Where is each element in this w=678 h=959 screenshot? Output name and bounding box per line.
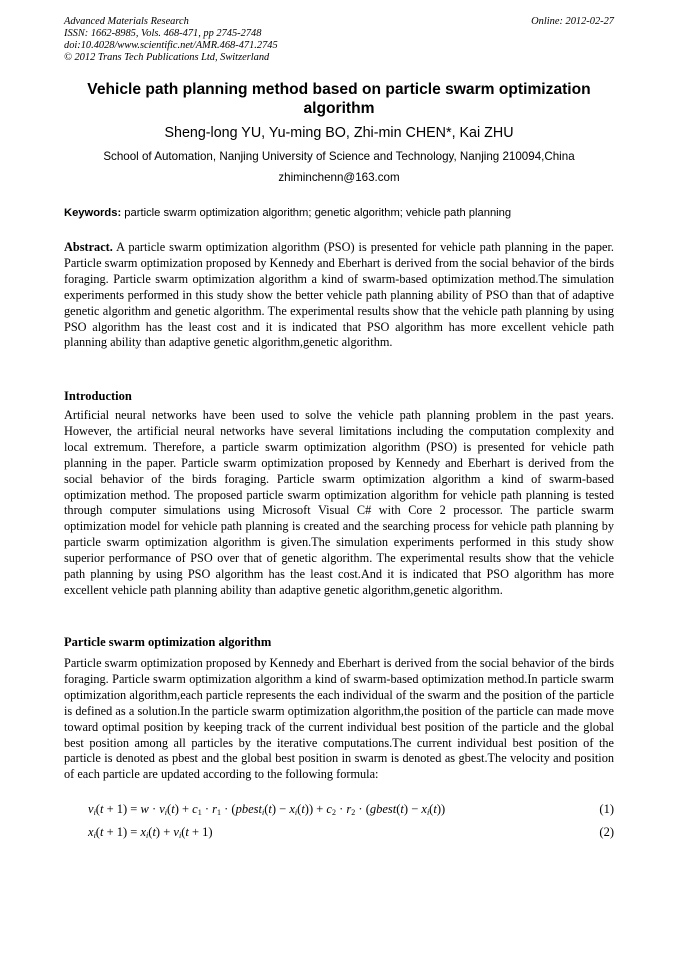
introduction-text: Artificial neural networks have been used to solve the vehicle path planning problem in the past years. However, the artificial neural networks have several limitations including the computation complexity and local extremum. Therefore, a particle swarm optimization algorithm (PSO) is presented for vehicle path planning in the paper. Particle swarm optimization proposed by Kennedy and Eberhart is derived from the social behavior of the birds foraging. Particle swarm optimization algorithm a kind of swarm-based optimization method. The proposed particle swarm optimization algorithm for vehicle path planning is tested through computer simulations using Microsoft Visual C# with Core 2 processor. The particle swarm optimization model for vehicle path planning is created and the searching process for vehicle path planning by particle swarm optimization algorithm is given.The simulation experiments performed in this study show superior performance of PSO over that of genetic algorithm. The experimental results show that the vehicle path planning by using PSO algorithm has the least cost.And it is indicated that PSO algorithm has more excellent vehicle path planning ability than adaptive genetic algorithm,genetic algorithm.: [64, 408, 614, 597]
equation-number-2: (2): [599, 825, 614, 839]
online-date: Online: 2012-02-27: [531, 16, 614, 27]
keywords: [64, 206, 614, 220]
authors: Sheng-long YU, Yu-ming BO, Zhi-min CHEN*, Kai ZHU: [164, 125, 514, 141]
pso-heading: Particle swarm optimization algorithm: [64, 635, 272, 649]
keywords-label: Keywords:: [64, 207, 122, 219]
introduction-heading: Introduction: [64, 389, 132, 403]
journal-header: [64, 16, 464, 64]
pso-text: Particle swarm optimization proposed by Kennedy and Eberhart is derived from the social behavior of the birds foraging. Particle swarm optimization algorithm a kind of swarm-based optimization method.In particle swarm optimization algorithm,each particle represents the each individual of the swarm and the position of the particle is defined as a solution.In the particle swarm optimization algorithm,the position of the particle can made move toward optimal position by keeping track of the current individual best position of the particle and the global best position among all particles by the iterative computations.The current individual best position of the particle is denoted as pbest and the global best position in swarm is denoted as gbest.The velocity and position of each particle are updated according to the following formula:: [64, 656, 614, 782]
equation-velocity-formula: $v_i(t + 1) = w \cdot v_i(t) + c_1 \cdot r_1$ · (pbest$_i$(t) − $x_i(t)) + c_2 \cdot r_2$ · (gbest(t) − $x_i(t)$): [88, 802, 446, 817]
copyright-line: © 2012 Trans Tech Publications Ltd, Switzerland: [64, 52, 270, 63]
affiliation: School of Automation, Nanjing University of Science and Technology, Nanjing 210094,China: [103, 150, 575, 163]
author-email: zhiminchenn@163.com: [278, 171, 400, 184]
equation-velocity: [88, 801, 614, 821]
paper-title: Vehicle path planning method based on particle swarm optimization algorithm: [87, 81, 591, 117]
equation-position-formula: $x_i(t + 1) = x_i(t) + v_i(t + 1)$: [88, 825, 213, 840]
issn-line: ISSN: 1662-8985, Vols. 468-471, pp 2745-2748: [64, 28, 262, 39]
abstract-text: A particle swarm optimization algorithm (PSO) is presented for vehicle path planning in the paper. Particle swarm optimization proposed by Kennedy and Eberhart is derived from the social behavior of the birds foraging. Particle swarm optimization algorithm a kind of swarm-based optimization method.The simulation experiments performed in this study show the better vehicle path planning ability of PSO than that of adaptive genetic algorithm and genetic algorithm. The experimental results show that the vehicle path planning by using PSO algorithm has the least cost and it is indicated that PSO algorithm has more excellent vehicle path planning ability than adaptive genetic algorithm,genetic algorithm.: [64, 240, 614, 350]
keywords-text: particle swarm optimization algorithm; genetic algorithm; vehicle path planning: [121, 207, 512, 219]
doi-line: doi:10.4028/www.scientific.net/AMR.468-471.2745: [64, 40, 278, 51]
journal-name: Advanced Materials Research: [64, 16, 189, 27]
abstract-label: Abstract.: [64, 240, 113, 254]
equation-position: [88, 824, 614, 844]
abstract: [64, 240, 614, 351]
equation-number-1: (1): [599, 802, 614, 816]
